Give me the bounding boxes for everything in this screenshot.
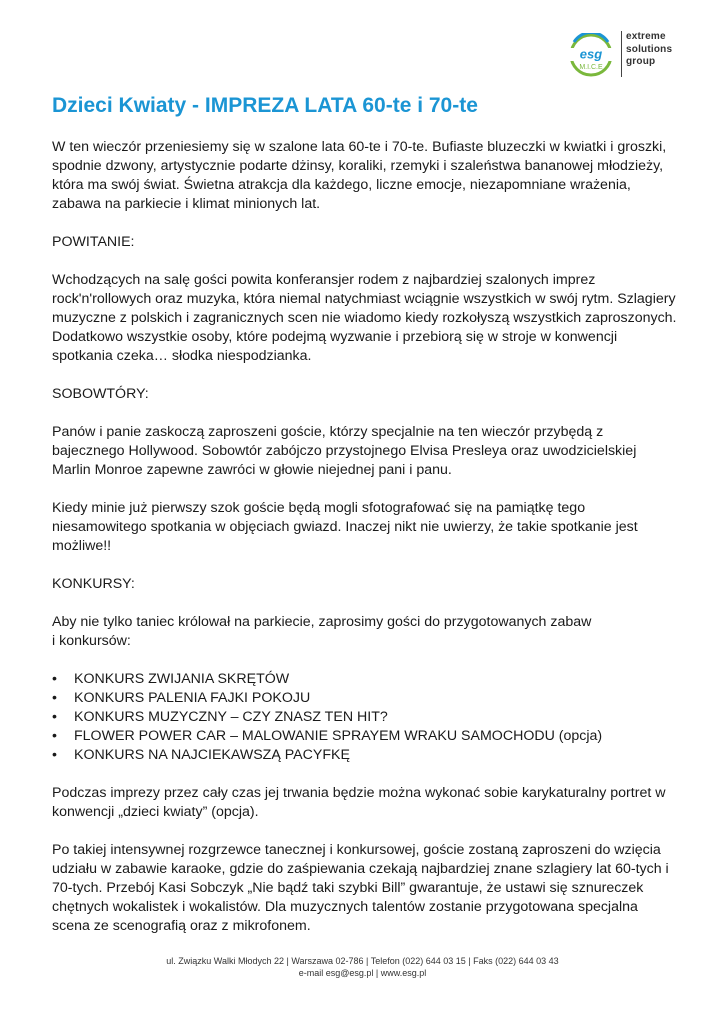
list-item: • KONKURS PALENIA FAJKI POKOJU	[52, 689, 677, 708]
list-item: • KONKURS MUZYCZNY – CZY ZNASZ TEN HIT?	[52, 708, 677, 727]
list-item: • KONKURS ZWIJANIA SKRĘTÓW	[52, 670, 677, 689]
section-heading-powitanie: POWITANIE:	[52, 234, 135, 250]
page-title: Dzieci Kwiaty - IMPREZA LATA 60-te i 70-te	[52, 94, 478, 117]
logo-line: solutions	[626, 43, 673, 55]
page-footer	[0, 955, 725, 979]
logo-mark-text: esg	[579, 46, 603, 62]
footer-address: ul. Związku Walki Młodych 22 | Warszawa 02-786 | Telefon (022) 644 03 15 | Faks (022) 644 03 43	[166, 956, 559, 966]
logo-mark-subtext: M.I.C.E	[579, 64, 603, 71]
section-heading-sobowtory: SOBOWTÓRY:	[52, 386, 149, 402]
sobowtory-paragraph: Panów i panie zaskoczą zaproszeni goście, którzy specjalnie na ten wieczór przybędą z bajecznego Hollywood. Sobowtór zabójczo przystojnego Elvisa Presleya oraz uwodzicielskiej Marlin Monroe zapewne zawróci w głowie niejednej pani i panu.	[52, 424, 637, 478]
document-body	[52, 92, 677, 955]
logo-divider	[621, 31, 622, 77]
logo-line: extreme	[626, 31, 666, 42]
konkursy-intro-line: Aby nie tylko taniec królował na parkiecie, zaprosimy gości do przygotowanych zabaw	[52, 614, 592, 630]
logo-wordmark	[626, 31, 672, 69]
esg-logo-icon	[566, 33, 616, 77]
intro-paragraph: W ten wieczór przeniesiemy się w szalone lata 60-te i 70-te. Bufiaste bluzeczki w kwiatki i groszki, spodnie dzwony, artystycznie podarte dżinsy, koraliki, rzemyki i szaleństwa bananowej młodzieży, która ma swój świat. Świetna atrakcja dla każdego, liczne emocje, niezapomniane wrażenia, zabawa na parkiecie i klimat minionych lat.	[52, 139, 667, 212]
karaoke-paragraph: Po takiej intensywnej rozgrzewce tanecznej i konkursowej, goście zostaną zaproszeni do wzięcia udziału w zabawie karaoke, gdzie do zaśpiewania czekają najbardziej znane szlagiery lat 60-tych i 70-tych. Przebój Kasi Sobczyk „Nie bądź taki szybki Bill” gwarantuje, że ustawi się sznureczek chętnych wokalistek i wokalistów. Dla muzycznych talentów zostanie przygotowana specjalna scena ze scenografią oraz z mikrofonem.	[52, 842, 669, 934]
konkursy-intro-line: i konkursów:	[52, 633, 131, 649]
company-logo	[566, 27, 686, 82]
footer-contact: e-mail esg@esg.pl | www.esg.pl	[298, 968, 427, 978]
powitanie-paragraph: Wchodzących na salę gości powita konferansjer rodem z najbardziej szalonych imprez rock'n'rollowych oraz muzyka, która niemal natychmiast wciągnie wszystkich w swój rytm. Szlagiery muzyczne z polskich i zagranicznych scen nie wiadomo kiedy rozkołyszą wszystkich zaproszonych. Dodatkowo wszystkie osoby, które podejmą wyzwanie i przebiorą się w stroje w konwencji spotkania czeka… słodka niespodzianka.	[52, 272, 677, 364]
konkursy-list	[52, 670, 677, 765]
konkursy-intro	[52, 613, 677, 651]
logo-line: group	[626, 56, 656, 67]
list-item: • KONKURS NA NAJCIEKAWSZĄ PACYFKĘ	[52, 746, 677, 765]
karykatura-paragraph: Podczas imprezy przez cały czas jej trwania będzie można wykonać sobie karykaturalny portret w konwencji „dzieci kwiaty” (opcja).	[52, 785, 666, 820]
list-item: • FLOWER POWER CAR – MALOWANIE SPRAYEM WRAKU SAMOCHODU (opcja)	[52, 727, 677, 746]
section-heading-konkursy: KONKURSY:	[52, 576, 135, 592]
sobowtory-paragraph-2: Kiedy minie już pierwszy szok goście będą mogli sfotografować się na pamiątkę tego niesamowitego spotkania w objęciach gwiazd. Inaczej nikt nie uwierzy, że takie spotkanie jest możliwe!!	[52, 500, 638, 554]
